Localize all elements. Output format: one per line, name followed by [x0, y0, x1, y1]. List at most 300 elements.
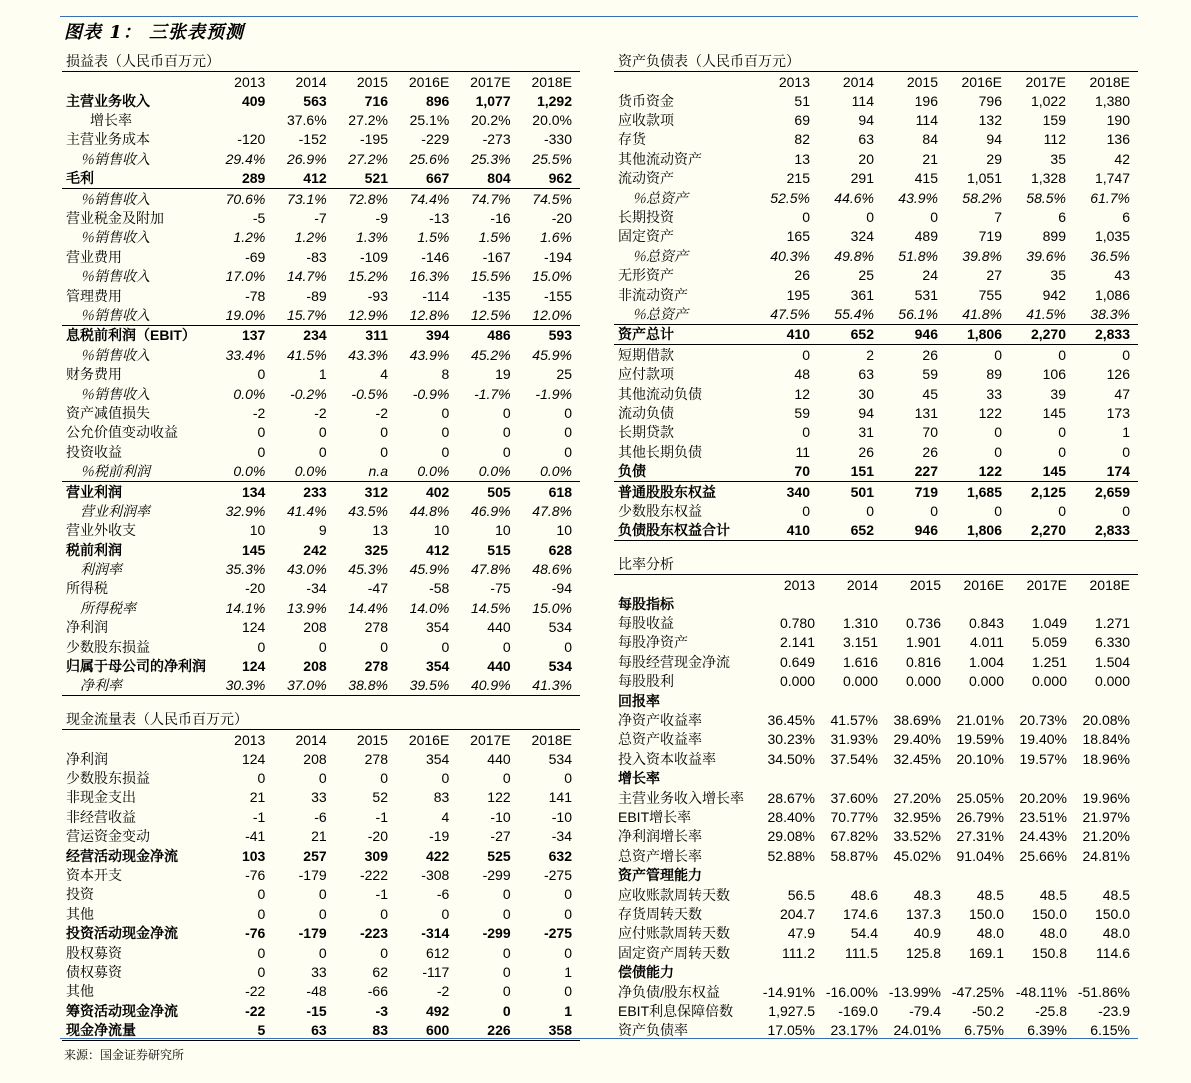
- cell-value: [886, 962, 949, 981]
- cell-value: -152: [298, 131, 327, 148]
- row-label: 总资产增长率: [618, 847, 702, 864]
- cell-value: 0: [564, 424, 572, 441]
- cell-value: [1012, 962, 1075, 981]
- table-row: [62, 579, 580, 598]
- table-row: [614, 613, 1138, 632]
- cell-value: 0: [502, 886, 511, 903]
- row-label: 短期借款: [618, 346, 674, 363]
- cell-value: 719: [978, 228, 1002, 245]
- cell-value: -20: [367, 828, 388, 845]
- row-label: ％销售收入: [62, 305, 212, 325]
- cell-value: 25.66%: [1019, 847, 1067, 864]
- cell-value: -41: [245, 828, 266, 845]
- cell-value: 31.93%: [830, 731, 878, 748]
- cell-value: 19.0%: [212, 305, 273, 325]
- cell-value: 10: [433, 522, 450, 539]
- row-label: 应付账款周转天数: [618, 925, 730, 942]
- table-row: [62, 208, 580, 227]
- cell-value: 0.816: [905, 653, 941, 670]
- cell-value: 72.8%: [348, 190, 388, 207]
- row-label: ％总资产: [632, 247, 688, 264]
- cell-value: -94: [551, 580, 572, 597]
- cell-value: 21.20%: [1082, 828, 1130, 845]
- row-label: EBIT利息保障倍数: [618, 1002, 734, 1019]
- cell-value: -167: [482, 248, 511, 265]
- row-label: 每股经营现金净流: [618, 653, 730, 670]
- cell-value: 1,747: [1094, 170, 1130, 187]
- cell-value: -83: [306, 248, 327, 265]
- table-row: [62, 305, 580, 325]
- cell-value: 1,086: [1094, 286, 1130, 303]
- cell-value: 13: [372, 522, 388, 539]
- cell-value: 410: [786, 522, 810, 539]
- cell-value: [886, 865, 949, 884]
- cell-value: [949, 594, 1012, 613]
- cell-value: 32.95%: [893, 808, 941, 825]
- cell-value: 1.901: [905, 634, 941, 651]
- cell-value: 145: [1042, 404, 1066, 421]
- cell-value: 25: [556, 366, 572, 383]
- table-row: [62, 188, 580, 208]
- table-row: [614, 827, 1138, 846]
- cell-value: 12.5%: [457, 305, 518, 325]
- cell-value: 43.5%: [348, 502, 388, 519]
- cell-value: 63: [858, 366, 874, 383]
- cell-value: 48: [794, 366, 810, 383]
- cell-value: 29.4%: [225, 150, 266, 167]
- table-row: [614, 149, 1138, 168]
- row-label: ％销售收入: [80, 346, 150, 363]
- row-label: 其他: [66, 905, 94, 922]
- cell-value: -6: [314, 808, 327, 825]
- cell-value: 15.0%: [532, 268, 572, 285]
- cell-value: 1.504: [1094, 653, 1130, 670]
- cell-value: 41.4%: [286, 502, 327, 519]
- year-header-row: [62, 72, 580, 91]
- table-row: [614, 423, 1138, 442]
- cell-value: 1.2%: [233, 229, 266, 246]
- cell-value: 19.96%: [1082, 789, 1130, 806]
- balance-title: 资产负债表（人民币百万元）: [614, 52, 1138, 72]
- row-label: 筹资活动现金净流: [66, 1002, 178, 1019]
- row-label: 增长率: [90, 112, 132, 129]
- cell-value: 14.0%: [409, 599, 450, 616]
- row-label: ％税前利润: [62, 461, 212, 481]
- cell-value: 122: [487, 789, 511, 806]
- cell-value: 14.5%: [470, 599, 511, 616]
- cell-value: [949, 691, 1012, 710]
- table-row: [614, 710, 1138, 729]
- cell-value: 0: [502, 638, 511, 655]
- table-row: [62, 481, 580, 501]
- cell-value: 10: [249, 522, 266, 539]
- cell-value: 30.3%: [225, 677, 266, 694]
- cell-value: -51.86%: [1077, 983, 1130, 1000]
- cell-value: 0: [502, 944, 511, 961]
- ratios-table: [614, 575, 1138, 1040]
- cell-value: 534: [548, 658, 572, 675]
- cell-value: -16.00%: [825, 983, 878, 1000]
- cell-value: -34: [306, 580, 327, 597]
- cell-value: 652: [818, 324, 882, 344]
- table-row: [62, 885, 580, 904]
- cell-value: 2,125: [1030, 483, 1066, 500]
- table-row: [62, 637, 580, 656]
- cell-value: -75: [490, 580, 511, 597]
- cell-value: 48.5: [1102, 886, 1130, 903]
- cell-value: 16.3%: [409, 268, 450, 285]
- cell-value: -1: [375, 808, 388, 825]
- cell-value: 2,270: [1030, 522, 1066, 539]
- cell-value: 10: [495, 522, 511, 539]
- cell-value: 25.3%: [470, 150, 511, 167]
- cell-value: 35: [1050, 150, 1066, 167]
- row-label: 毛利: [62, 169, 212, 189]
- cell-value: -66: [367, 983, 388, 1000]
- cell-value: 59: [794, 404, 810, 421]
- table-row: [614, 188, 1138, 207]
- row-label: 其他流动负债: [618, 385, 702, 402]
- cell-value: 20: [858, 150, 874, 167]
- row-label: 债权募资: [66, 963, 122, 980]
- cell-value: 12.9%: [335, 305, 396, 325]
- cell-value: 40.3%: [770, 247, 810, 264]
- cell-value: 26: [922, 346, 938, 363]
- row-label: 流动资产: [618, 170, 674, 187]
- cell-value: 0: [441, 638, 450, 655]
- cell-value: 51.8%: [898, 247, 938, 264]
- cell-value: 358: [548, 1022, 572, 1039]
- cell-value: 0.0%: [233, 385, 266, 402]
- cell-value: 1.2%: [294, 229, 327, 246]
- cell-value: 43: [1114, 267, 1130, 284]
- cell-value: 12.0%: [519, 305, 580, 325]
- cell-value: 19.59%: [956, 731, 1004, 748]
- cell-value: 26.9%: [286, 150, 327, 167]
- cell-value: 83: [372, 1022, 388, 1039]
- cell-value: 34.50%: [767, 750, 815, 767]
- cell-value: 25: [858, 267, 874, 284]
- cell-value: 804: [457, 169, 518, 189]
- row-label: 投资收益: [66, 443, 122, 460]
- cell-value: 15.7%: [273, 305, 334, 325]
- cell-value: 20.0%: [532, 112, 572, 129]
- cell-value: [1012, 865, 1075, 884]
- cell-value: 0: [866, 502, 874, 519]
- cell-value: [823, 769, 886, 788]
- cell-value: 1: [1122, 424, 1130, 441]
- table-row: [614, 672, 1138, 691]
- table-row: [614, 304, 1138, 324]
- year-header: 2013: [783, 576, 815, 593]
- row-label: 股权募资: [66, 944, 122, 961]
- cell-value: 94: [858, 112, 874, 129]
- cell-value: 190: [1106, 112, 1130, 129]
- row-label: 主营业务收入: [66, 92, 150, 109]
- figure-title: 图表 1： 三张表预测: [64, 22, 245, 43]
- year-header: 2017E: [1025, 73, 1066, 90]
- cell-value: 0: [502, 963, 511, 980]
- cell-value: 755: [978, 286, 1002, 303]
- cell-value: [760, 769, 823, 788]
- year-header: 2015: [356, 731, 388, 748]
- table-row: [62, 461, 580, 481]
- cell-value: -34: [551, 828, 572, 845]
- cell-value: -1: [252, 808, 266, 825]
- cell-value: 208: [303, 658, 327, 675]
- cell-value: 2: [866, 346, 874, 363]
- table-row: [614, 962, 1138, 981]
- cell-value: 20.20%: [1019, 789, 1067, 806]
- cell-value: -25.8: [1035, 1002, 1067, 1019]
- cell-value: 17.05%: [767, 1022, 815, 1039]
- cell-value: 0: [564, 443, 572, 460]
- ratio-analysis: [614, 555, 1138, 1040]
- table-row: [62, 149, 580, 168]
- cell-value: 14.7%: [286, 268, 327, 285]
- cell-value: 10: [556, 522, 572, 539]
- row-label: 非现金支出: [66, 789, 136, 806]
- cell-value: [212, 110, 273, 129]
- cell-value: 1.5%: [478, 229, 511, 246]
- table-row: [62, 169, 580, 189]
- cell-value: 0: [802, 424, 810, 441]
- cell-value: 0.0%: [273, 461, 334, 481]
- cell-value: 667: [396, 169, 457, 189]
- row-label: 主营业务收入增长率: [618, 789, 744, 806]
- year-header: 2017E: [470, 73, 511, 90]
- table-row: [614, 91, 1138, 110]
- cell-value: [823, 594, 886, 613]
- year-header: 2018E: [531, 731, 572, 748]
- cell-value: 49.8%: [834, 247, 874, 264]
- table-row: [62, 943, 580, 962]
- table-row: [614, 807, 1138, 826]
- cell-value: -2: [314, 404, 327, 421]
- cell-value: 21.01%: [956, 712, 1004, 729]
- cell-value: [1075, 962, 1138, 981]
- cell-value: 24: [922, 267, 938, 284]
- cell-value: 43.0%: [286, 561, 327, 578]
- cell-value: 5.059: [1031, 634, 1067, 651]
- cell-value: 15.5%: [470, 268, 511, 285]
- cell-value: 632: [548, 847, 572, 864]
- row-label: 投资: [66, 886, 94, 903]
- table-row: [614, 691, 1138, 710]
- cell-value: 402: [425, 483, 450, 500]
- row-label: 应付款项: [618, 366, 674, 383]
- table-row: [614, 364, 1138, 383]
- cell-value: 74.4%: [409, 190, 450, 207]
- cell-value: [886, 594, 949, 613]
- cell-value: 6.75%: [964, 1022, 1004, 1039]
- table-row: [614, 345, 1138, 365]
- cell-value: 354: [425, 658, 450, 675]
- cell-value: -93: [367, 287, 388, 304]
- cell-value: -79.4: [909, 1002, 941, 1019]
- cell-value: 48.6: [850, 886, 878, 903]
- cell-value: 534: [548, 619, 572, 636]
- row-label: 长期投资: [618, 209, 674, 226]
- cell-value: 38.8%: [348, 677, 388, 694]
- year-header: 2018E: [531, 73, 572, 90]
- cell-value: 40.9%: [470, 677, 511, 694]
- row-label: 增长率: [618, 770, 660, 787]
- cell-value: 82: [794, 131, 810, 148]
- cell-value: 1: [318, 366, 327, 383]
- cell-value: [1075, 691, 1138, 710]
- cell-value: -120: [237, 131, 266, 148]
- cell-value: 311: [365, 327, 388, 344]
- cell-value: 12.8%: [396, 305, 457, 325]
- cell-value: -15: [306, 1002, 327, 1019]
- table-row: [62, 91, 580, 110]
- cell-value: [1012, 691, 1075, 710]
- cell-value: -76: [245, 867, 266, 884]
- cell-value: -23.9: [1098, 1002, 1130, 1019]
- cell-value: -117: [422, 963, 450, 980]
- row-label: 无形资产: [618, 267, 674, 284]
- year-header: 2016E: [961, 73, 1002, 90]
- table-row: [614, 501, 1138, 520]
- cell-value: 204.7: [779, 905, 815, 922]
- cell-value: 70: [754, 461, 818, 481]
- cell-value: 45.2%: [470, 346, 511, 363]
- source-note: 来源：国金证券研究所: [64, 1048, 185, 1062]
- row-label: 息税前利润（EBIT）: [66, 327, 196, 344]
- cell-value: -308: [421, 867, 450, 884]
- row-label: 总资产收益率: [618, 731, 702, 748]
- cell-value: 899: [1042, 228, 1066, 245]
- table-row: [62, 807, 580, 826]
- cell-value: 19.57%: [1019, 750, 1067, 767]
- cell-value: 132: [978, 112, 1002, 129]
- cell-value: 612: [425, 944, 450, 961]
- cell-value: 59: [922, 366, 938, 383]
- cell-value: 83: [433, 789, 450, 806]
- cell-value: 278: [364, 658, 388, 675]
- cell-value: 0: [257, 443, 266, 460]
- row-label: 投入资本收益率: [618, 750, 716, 767]
- cell-value: -2: [375, 404, 388, 421]
- table-row: [62, 656, 580, 675]
- cell-value: 2.141: [779, 634, 815, 651]
- cell-value: 39.6%: [1026, 247, 1066, 264]
- table-row: [614, 982, 1138, 1001]
- cell-value: [949, 865, 1012, 884]
- cell-value: -10: [551, 808, 572, 825]
- cell-value: 26: [922, 443, 938, 460]
- cell-value: 126: [1106, 366, 1130, 383]
- cell-value: 0: [564, 944, 572, 961]
- cell-value: 45.9%: [532, 346, 572, 363]
- cell-value: 6.39%: [1027, 1022, 1067, 1039]
- row-label: 税前利润: [66, 541, 122, 558]
- cell-value: 48.0: [976, 925, 1004, 942]
- cell-value: 165: [786, 228, 810, 245]
- cell-value: 440: [487, 750, 511, 767]
- balance-sheet: [614, 52, 1138, 541]
- cell-value: 42: [1114, 150, 1130, 167]
- cell-value: 43.9%: [898, 189, 938, 206]
- cell-value: 1,292: [536, 92, 572, 109]
- cell-value: -0.9%: [412, 385, 450, 402]
- cashflow-table: [62, 730, 580, 1041]
- table-row: [614, 749, 1138, 768]
- row-label: 投资活动现金净流: [66, 925, 178, 942]
- cell-value: 1,806: [966, 522, 1002, 539]
- row-label: 利润率: [80, 561, 122, 578]
- cell-value: 55.4%: [818, 304, 882, 324]
- cell-value: -3: [375, 1002, 388, 1019]
- cell-value: 196: [914, 92, 938, 109]
- cell-value: 73.1%: [286, 190, 327, 207]
- cell-value: 25.05%: [956, 789, 1004, 806]
- year-header: 2016E: [963, 576, 1004, 593]
- cell-value: 1,077: [475, 92, 511, 109]
- cell-value: 32.45%: [893, 750, 941, 767]
- row-label: 营业费用: [66, 248, 122, 265]
- cell-value: -275: [543, 925, 572, 942]
- row-label: 固定资产: [618, 228, 674, 245]
- row-label: 现金净流量: [66, 1022, 136, 1039]
- cell-value: 56.5: [787, 886, 815, 903]
- cell-value: 492: [425, 1002, 450, 1019]
- table-row: [62, 325, 580, 345]
- cell-value: -179: [298, 925, 327, 942]
- cell-value: 20.10%: [956, 750, 1004, 767]
- cell-value: 1,806: [946, 324, 1010, 344]
- cell-value: 0: [1122, 346, 1130, 363]
- cell-value: 36.5%: [1090, 247, 1130, 264]
- cell-value: -69: [245, 248, 266, 265]
- cell-value: -48: [306, 983, 327, 1000]
- cell-value: -22: [245, 1002, 266, 1019]
- cell-value: 151: [818, 461, 882, 481]
- row-label: 应收款项: [618, 112, 674, 129]
- cell-value: 1.3%: [356, 229, 388, 246]
- table-row: [614, 521, 1138, 541]
- cell-value: 0: [1122, 443, 1130, 460]
- cell-value: 0: [994, 502, 1002, 519]
- row-label: 非流动资产: [618, 286, 688, 303]
- table-row: [614, 461, 1138, 481]
- table-row: [62, 618, 580, 637]
- cell-value: -114: [422, 287, 450, 304]
- table-row: [62, 267, 580, 286]
- cell-value: 1,328: [1030, 170, 1066, 187]
- cell-value: -76: [245, 925, 266, 942]
- cell-value: 41.5%: [1010, 304, 1074, 324]
- cell-value: 1,051: [966, 170, 1002, 187]
- row-label: 非经营收益: [66, 808, 136, 825]
- cell-value: 0: [802, 502, 810, 519]
- cell-value: 58.5%: [1026, 189, 1066, 206]
- cell-value: 719: [914, 483, 938, 500]
- cell-value: -13.99%: [888, 983, 941, 1000]
- cell-value: 131: [914, 404, 938, 421]
- cell-value: -13: [429, 210, 450, 227]
- cell-value: 0: [318, 770, 327, 787]
- cell-value: -330: [543, 131, 572, 148]
- cell-value: 47.8%: [470, 561, 511, 578]
- cell-value: 35.3%: [225, 561, 266, 578]
- cell-value: 51: [794, 92, 810, 109]
- cell-value: 19: [495, 366, 511, 383]
- cell-value: 0: [564, 886, 572, 903]
- cell-value: 1.6%: [540, 229, 572, 246]
- cell-value: 30.23%: [767, 731, 815, 748]
